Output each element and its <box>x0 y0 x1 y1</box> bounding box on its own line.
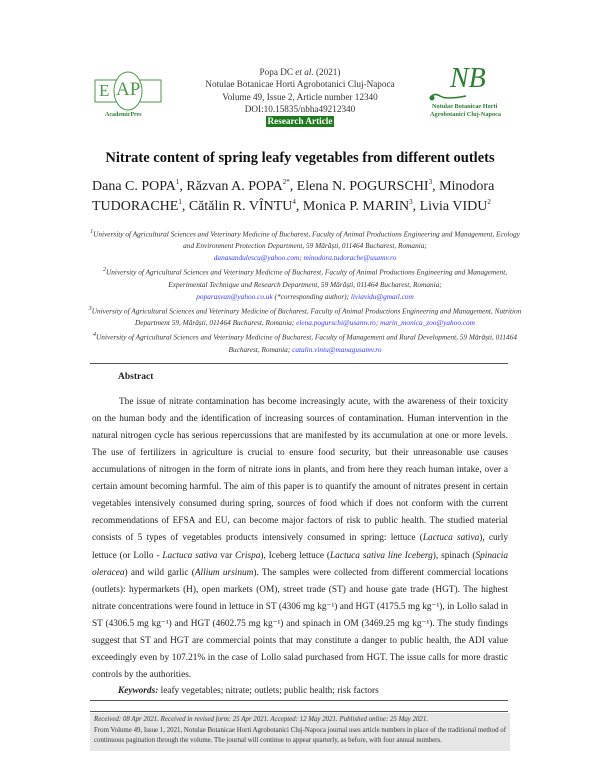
author: Elena N. POGURSCHI$^3$ <box>296 178 433 194</box>
journal-header <box>180 66 420 127</box>
citation-etal: et al. <box>295 67 314 77</box>
affiliations <box>85 226 525 356</box>
citation <box>180 66 420 78</box>
logo-letter-e: E <box>99 81 110 100</box>
email-link[interactable]: danasandulescu@yahoo.com; minodora.tudorache@usamv.ro <box>213 253 397 263</box>
citation-author: Popa DC <box>259 67 296 77</box>
keywords-text: leafy vegetables; nitrate; outlets; public health; risk factors <box>158 686 379 697</box>
author: Răzvan A. $POPA^{2*}$ <box>186 178 290 194</box>
logo-caption-1: Notulae Botanicae Horti <box>432 103 498 110</box>
author: Monica P. MARIN$^3$ <box>302 198 413 214</box>
email-link[interactable]: liviavidu@gmail.com <box>350 291 414 301</box>
author: Minodora TUDORACHE$^1$ <box>92 179 495 214</box>
affiliation: $^2$University of Agricultural Sciences and Veterinary Medicine of Bucharest, Faculty of Animal Productions Engineering and Management, Experimental Technique and Research Department, 59 Mărăști, 011464 Bucharest, Romania; poparasvan@yahoo.co.uk (*corresponding author); liviavidu@gmail.com <box>102 267 508 301</box>
keywords <box>118 685 600 698</box>
logo-caption-2: Agrobotanici Cluj-Napoca <box>430 111 502 118</box>
footer <box>0 701 600 751</box>
keywords-label: Keywords: <box>118 686 159 697</box>
email-link[interactable]: elena.pogurschi@usamv.ro; marin_monica_zoo@yahoo.com <box>296 318 475 328</box>
author-list: Dana C. POPA$^1$, Răzvan A. $POPA^{2*}$, Elena N. POGURSCHI$^3$, Minodora TUDORACHE$^1$, Cătălin R. VÎNTU$^4$, Monica P. MARIN$^3$, Livia VIDU$^2$ <box>92 178 495 214</box>
volume-info: Volume 49, Issue 2, Article number 12340 <box>222 91 378 102</box>
affiliation: $^1$University of Agricultural Sciences and Veterinary Medicine of Bucharest, Faculty of Animal Productions Engineering and Management, Ecology and Environment Protection Department, 59 Mărăști, 011464 Bucharest, Romania; danasandulescu@yahoo.com; minodora.tudorache@usamv.ro <box>90 229 520 263</box>
abstract-body: The issue of nitrate contamination has become increasingly acute, with the awareness of their toxicity on the human body and the identification of increasing sources of contamination. Human intervention in the natural nitrogen cycle has serious repercussions that are manifested by its accumulation at one or more levels. The use of fertilizers in agriculture is crucial to ensure food security, but their unreasonable use causes accumulations of nitrogen in the form of nitrate ions in plants, and from here they reach human intake, over a certain amount becoming harmful. The aim of this paper is to quantify the amount of nitrates present in certain vegetables intensively consumed during spring, sources of food which if does not conform with the current recommendations of EFSA and EU, can become major factors of risk to public health. The studied material consists of 5 types of vegetables products intensively consumed in spring: lettuce (Lactuca sativa), curly lettuce (or Lollo - Lactuca sativa var Crispa), Iceberg lettuce (Lactuca sativa line Iceberg), spinach (Spinacia oleracea) and wild garlic (Allium ursinum). The samples were collected from different commercial locations (outlets): hypermarkets (H), open markets (OM), street trade (ST) and house gate trade (HGT). The highest nitrate concentrations were found in lettuce in ST (4306 mg kg⁻¹) and HGT (4175.5 mg kg⁻¹), in Lollo salad in ST (4306.5 mg kg⁻¹) and HGT (4602.75 mg kg⁻¹) and spinach in OM (3469.25 mg kg⁻¹). The study findings suggest that ST and HGT are commercial points that may constitute a danger to public health, the ADI value exceedingly even by 107.21% in the case of Lollo salad purchased from HGT. The issue calls for more drastic controls by the authorities. <box>92 396 509 681</box>
logo-letters-ap: AP <box>116 79 141 100</box>
doi[interactable]: DOI:10.15835/nbha49212340 <box>244 103 356 114</box>
email-link[interactable]: catalin.vintu@managusamv.ro <box>292 344 382 354</box>
publication-dates: Received: 08 Apr 2021. Received in revised form: 25 Apr 2021. Accepted: 12 May 2021. Published online: 25 May 2021. <box>94 716 429 724</box>
author: Cătălin R. VÎNTU$^4$ <box>188 198 296 214</box>
academicpres-logo <box>93 70 163 120</box>
nb-journal-logo <box>428 64 518 122</box>
journal-name: Notulae Botanicae Horti Agrobotanici Cluj-Napoca <box>205 79 395 90</box>
author: Dana C. POPA$^1$ <box>92 178 180 194</box>
author: Livia VIDU$^2$ <box>419 198 491 214</box>
affiliation: $^3$University of Agricultural Sciences and Veterinary Medicine of Bucharest, Faculty of Animal Productions Engineering and Management, Nutrition Department 59, Mărăști, 011464 Bucharest, Romania; elena.pogurschi@usamv.ro; marin_monica_zoo@yahoo.com <box>88 305 522 328</box>
pagination-note: From Volume 49, Issue 1, 2021, Notulae Botanicae Horti Agrobotanici Cluj-Napoca journal uses article numbers in place of the traditional method of continuous pagination through the volume. The journal will continue to appear quarterly, as before, with four annual numbers. <box>94 726 506 745</box>
article-type-badge: Research Article <box>267 116 333 127</box>
email-link[interactable]: poparasvan@yahoo.co.uk <box>196 291 273 301</box>
logo-caption: AcademicPres <box>105 112 142 118</box>
affiliation: $^4$University of Agricultural Sciences and Veterinary Medicine of Bucharest, Faculty of Management and Rural Development, 59 Mărăști, 011464 Bucharest, Romania; catalin.vintu@managusamv.ro <box>92 332 518 354</box>
paper-title: Nitrate content of spring leafy vegetables from different outlets <box>105 150 495 166</box>
footer-note <box>90 713 510 751</box>
footer-divider <box>90 711 508 712</box>
journal-masthead <box>0 63 600 140</box>
citation-year: (2021) <box>313 67 341 77</box>
logo-mark: NB <box>450 63 486 94</box>
divider <box>90 363 508 364</box>
abstract-heading: Abstract <box>118 371 154 382</box>
